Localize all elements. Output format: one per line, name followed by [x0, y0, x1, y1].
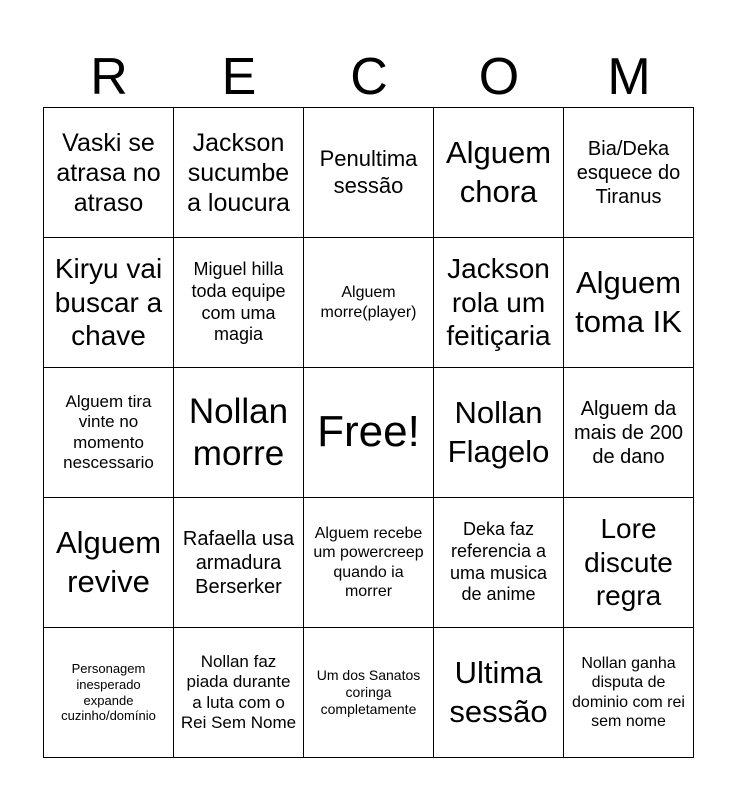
bingo-cell[interactable]: Alguem revive — [44, 498, 174, 628]
bingo-cell[interactable]: Jackson rola um feitiçaria — [434, 238, 564, 368]
bingo-cell[interactable]: Deka faz referencia a uma musica de anime — [434, 498, 564, 628]
bingo-cell[interactable]: Alguem toma IK — [564, 238, 694, 368]
bingo-cell[interactable]: Miguel hilla toda equipe com uma magia — [174, 238, 304, 368]
bingo-cell[interactable]: Alguem morre(player) — [304, 238, 434, 368]
free-cell[interactable]: Free! — [304, 368, 434, 498]
bingo-grid — [43, 107, 694, 758]
header-letter: E — [221, 48, 257, 106]
header-letter: R — [90, 48, 128, 106]
bingo-cell[interactable]: Alguem da mais de 200 de dano — [564, 368, 694, 498]
bingo-cell[interactable]: Alguem chora — [434, 108, 564, 238]
bingo-cell[interactable]: Alguem recebe um powercreep quando ia morrer — [304, 498, 434, 628]
bingo-header — [44, 46, 694, 108]
bingo-cell[interactable]: Nollan Flagelo — [434, 368, 564, 498]
bingo-cell[interactable]: Nollan faz piada durante a luta com o Rei Sem Nome — [174, 628, 304, 758]
bingo-cell[interactable]: Bia/Deka esquece do Tiranus — [564, 108, 694, 238]
bingo-cell[interactable]: Ultima sessão — [434, 628, 564, 758]
bingo-cell[interactable]: Alguem tira vinte no momento nescessario — [44, 368, 174, 498]
header-letter: O — [478, 48, 520, 106]
bingo-cell[interactable]: Nollan ganha disputa de dominio com rei sem nome — [564, 628, 694, 758]
bingo-cell[interactable]: Lore discute regra — [564, 498, 694, 628]
bingo-cell[interactable]: Personagem inesperado expande cuzinho/domínio — [44, 628, 174, 758]
header-letter: M — [607, 48, 651, 106]
header-letter: C — [350, 48, 388, 106]
bingo-cell[interactable]: Vaski se atrasa no atraso — [44, 108, 174, 238]
bingo-cell[interactable]: Um dos Sanatos coringa completamente — [304, 628, 434, 758]
bingo-cell[interactable]: Rafaella usa armadura Berserker — [174, 498, 304, 628]
bingo-cell[interactable]: Kiryu vai buscar a chave — [44, 238, 174, 368]
bingo-cell[interactable]: Penultima sessão — [304, 108, 434, 238]
bingo-cell[interactable]: Nollan morre — [174, 368, 304, 498]
bingo-cell[interactable]: Jackson sucumbe a loucura — [174, 108, 304, 238]
